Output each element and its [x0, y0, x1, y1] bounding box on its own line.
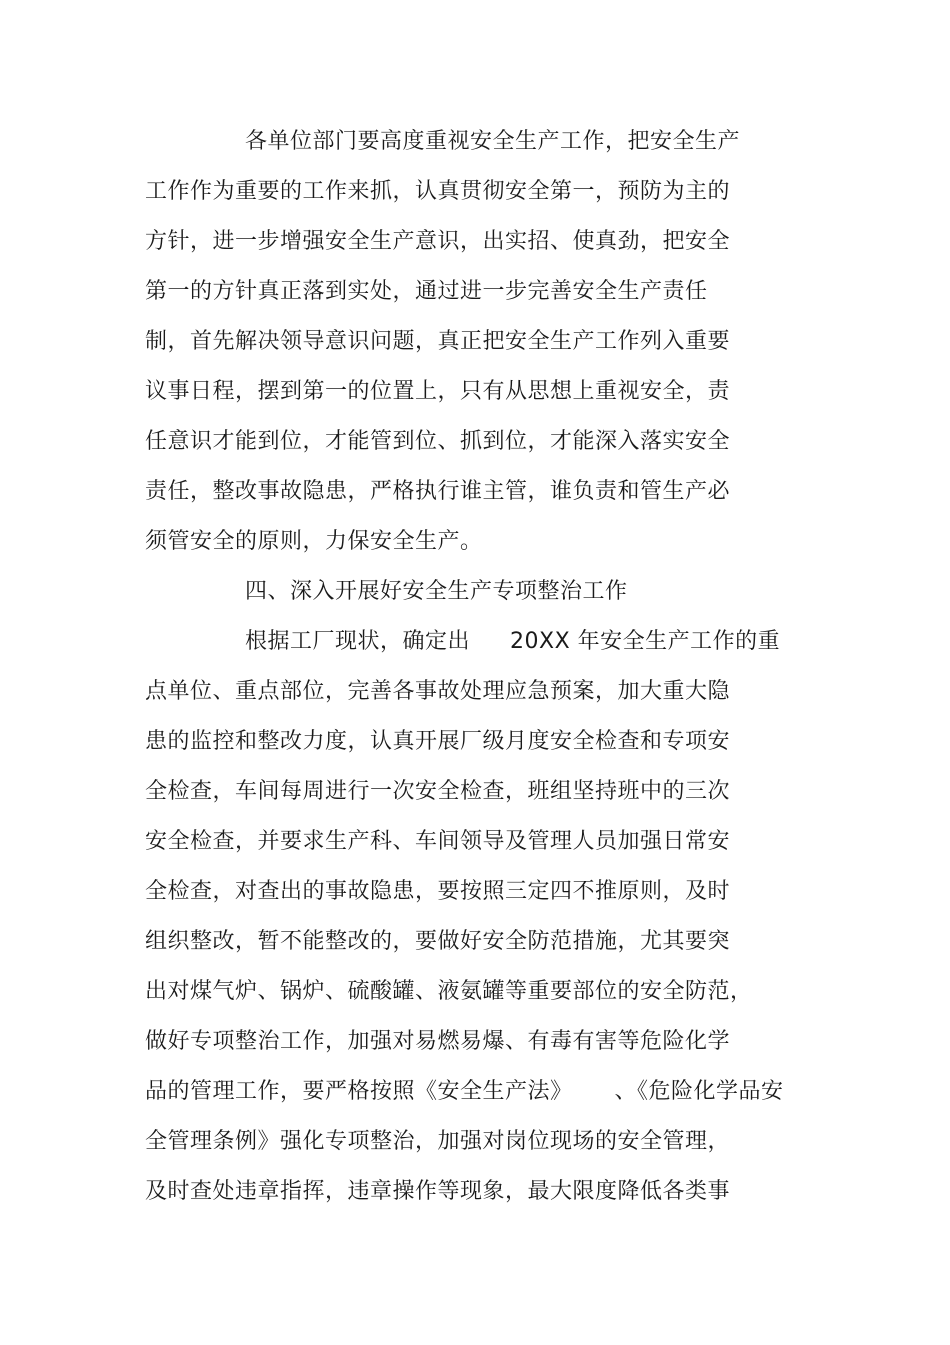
paragraph-line: 全检查，对查出的事故隐患，要按照三定四不推原则，及时 [145, 879, 731, 904]
paragraph-line: 点单位、重点部位，完善各事故处理应急预案，加大重大隐 [145, 679, 731, 704]
paragraph-line: 组织整改，暂不能整改的，要做好安全防范措施，尤其要突 [145, 929, 731, 954]
line-segment: 20XX 年安全生产工作的重 [510, 629, 781, 654]
paragraph-line: 第一的方针真正落到实处，通过进一步完善安全生产责任 [145, 279, 708, 304]
line-segment: 品的管理工作，要严格按照《安全生产法》 [145, 1079, 573, 1104]
paragraph-line: 方针，进一步增强安全生产意识，出实招、使真劲，把安全 [145, 229, 731, 254]
paragraph-line: 制，首先解决领导意识问题，真正把安全生产工作列入重要 [145, 329, 731, 354]
paragraph-line: 各单位部门要高度重视安全生产工作，把安全生产 [245, 129, 741, 154]
paragraph-line: 任意识才能到位，才能管到位、抓到位，才能深入落实安全 [145, 429, 731, 454]
paragraph-line: 及时查处违章指挥，违章操作等现象，最大限度降低各类事 [145, 1179, 731, 1204]
paragraph-line: 责任，整改事故隐患，严格执行谁主管，谁负责和管生产必 [145, 479, 731, 504]
paragraph-line [245, 627, 780, 657]
paragraph-line: 安全检查，并要求生产科、车间领导及管理人员加强日常安 [145, 829, 731, 854]
paragraph-line: 议事日程，摆到第一的位置上，只有从思想上重视安全，责 [145, 379, 731, 404]
paragraph-line: 工作作为重要的工作来抓，认真贯彻安全第一，预防为主的 [145, 179, 731, 204]
paragraph-line: 出对煤气炉、锅炉、硫酸罐、液氨罐等重要部位的安全防范， [145, 979, 753, 1004]
paragraph-line: 做好专项整治工作，加强对易燃易爆、有毒有害等危险化学 [145, 1029, 731, 1054]
paragraph-line [145, 1077, 784, 1107]
section-heading: 四、深入开展好安全生产专项整治工作 [245, 579, 628, 604]
paragraph-line: 全管理条例》强化专项整治，加强对岗位现场的安全管理， [145, 1129, 731, 1154]
paragraph-line: 患的监控和整改力度，认真开展厂级月度安全检查和专项安 [145, 729, 731, 754]
line-segment: 根据工厂现状，确定出 [245, 629, 471, 654]
paragraph-line: 全检查，车间每周进行一次安全检查，班组坚持班中的三次 [145, 779, 731, 804]
paragraph-line: 须管安全的原则，力保安全生产。 [145, 529, 483, 554]
line-segment: 、《危险化学品安 [614, 1079, 784, 1104]
